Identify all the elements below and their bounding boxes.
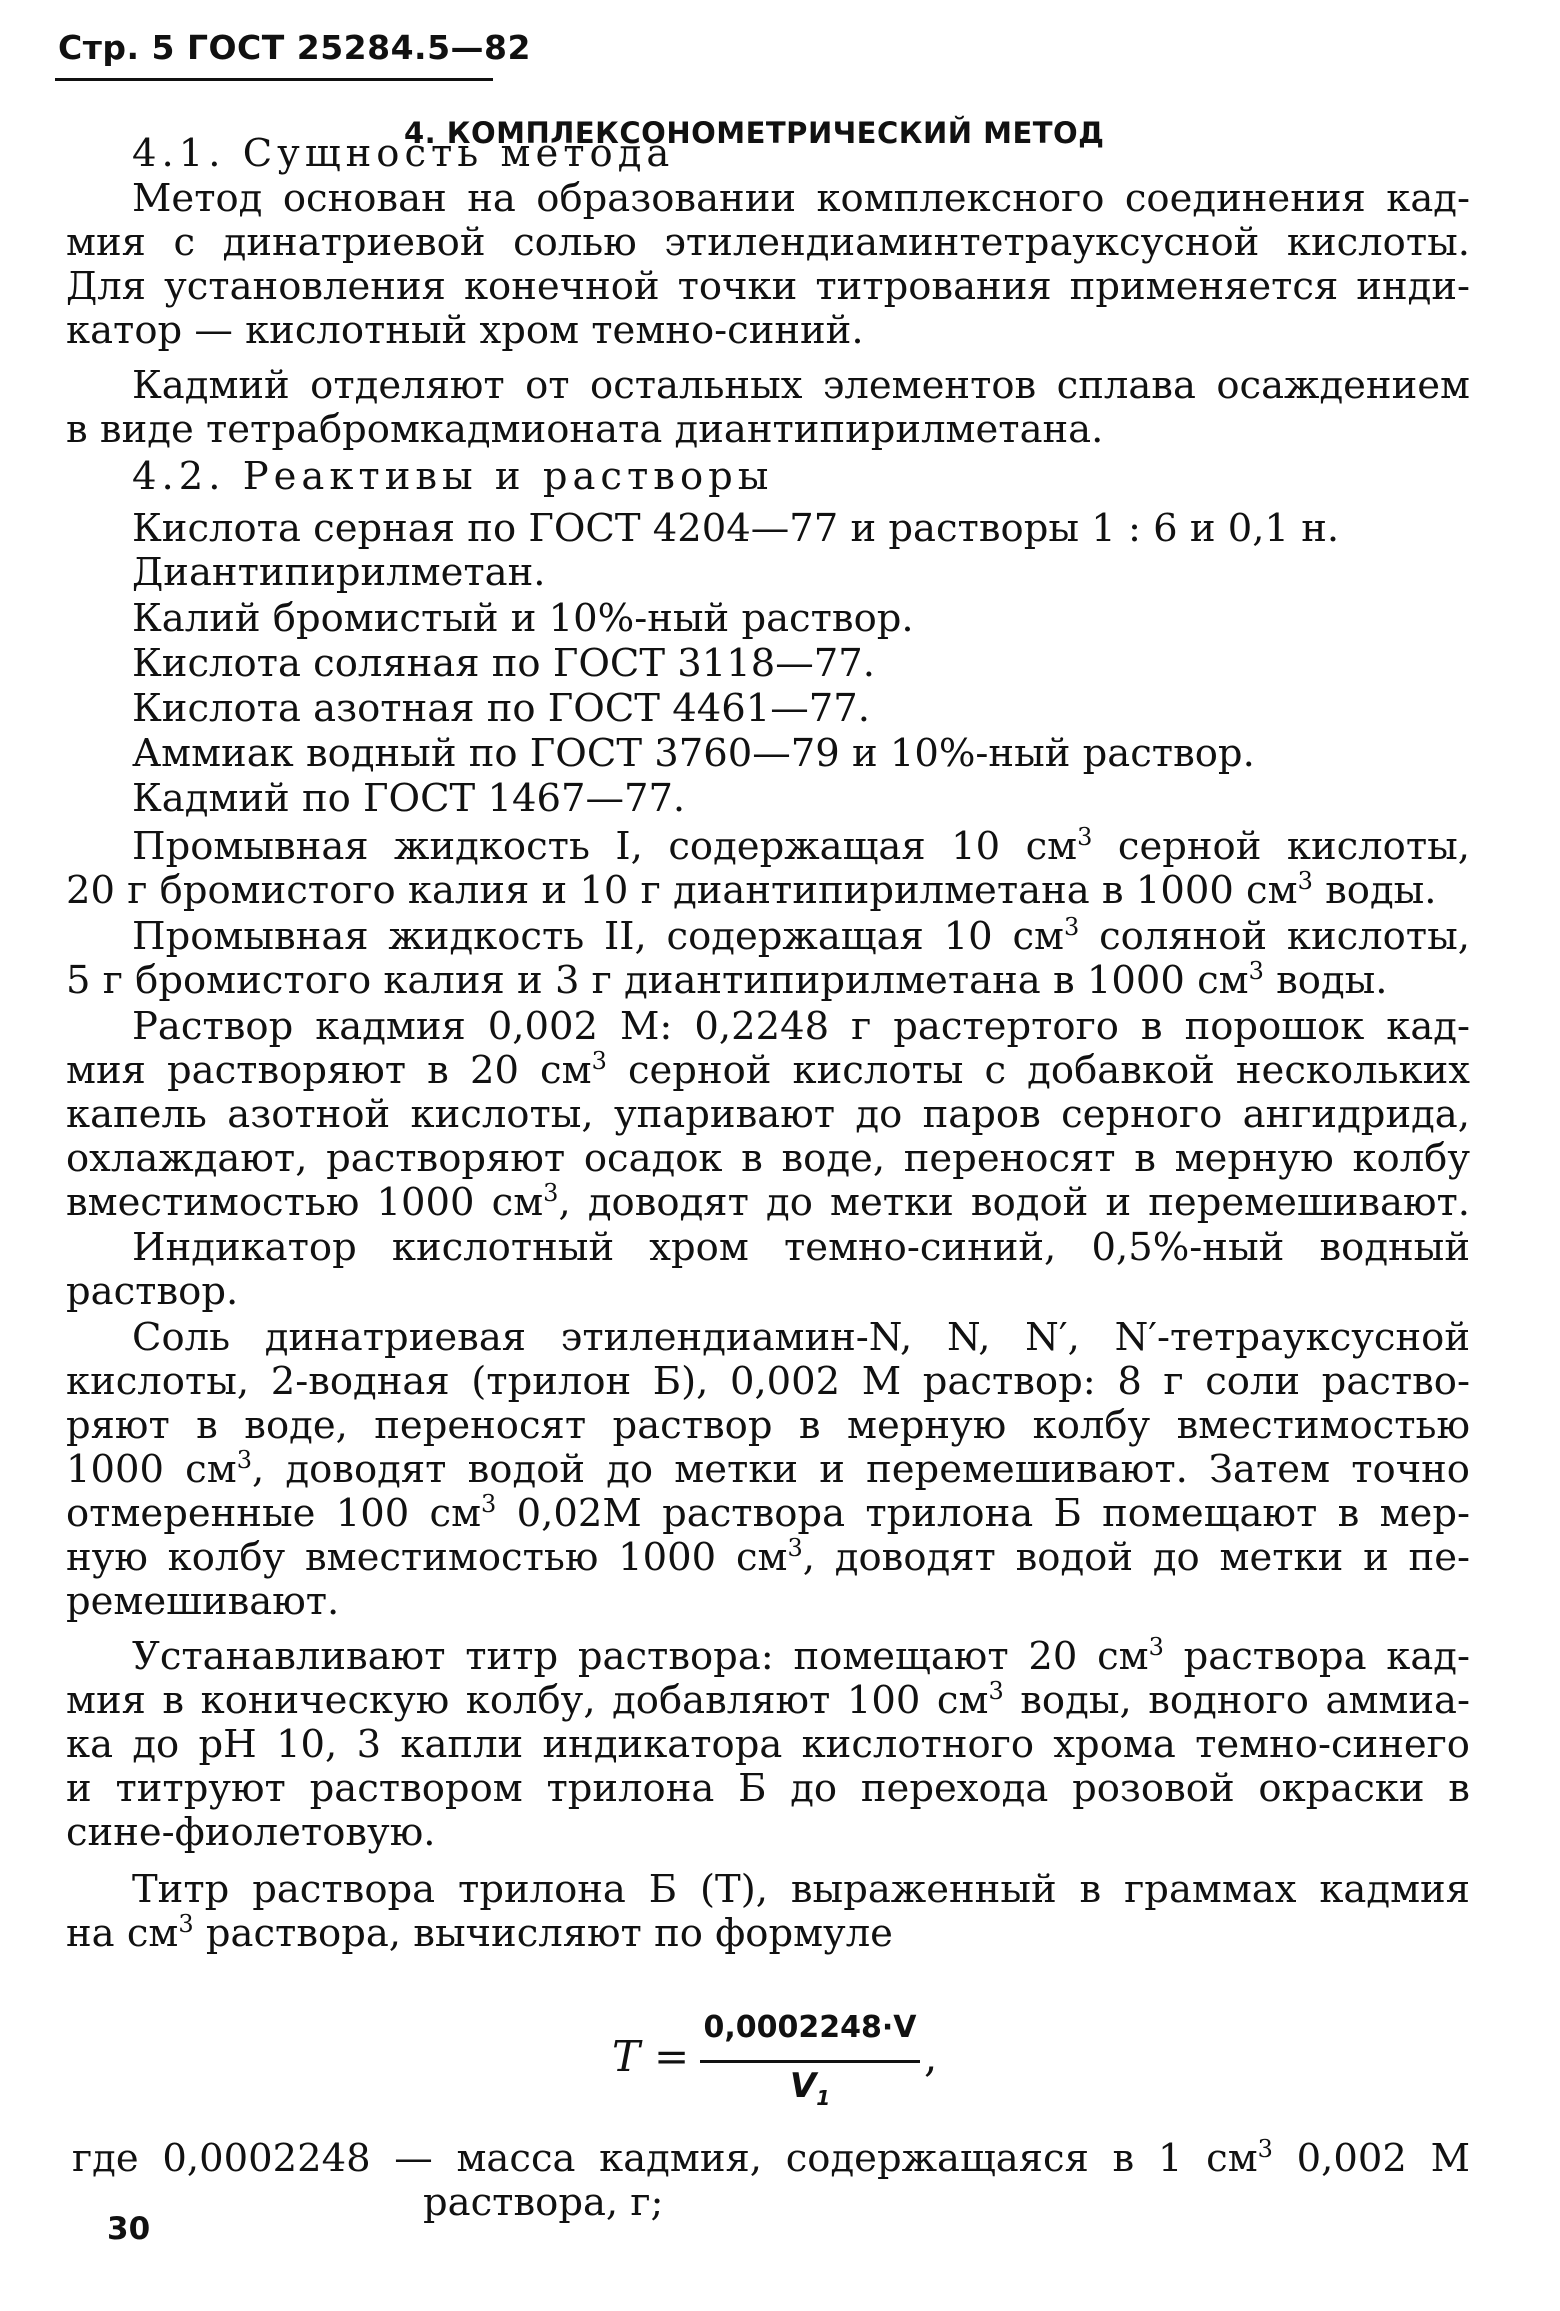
- header-rule: [55, 78, 493, 81]
- text-line: капель азотной кислоты, упаривают до паров серного ангидрида,: [66, 1092, 1470, 1137]
- formula-lhs: T: [612, 2032, 641, 2081]
- text-line: охлаждают, растворяют осадок в воде, переносят в мерную колбу: [66, 1136, 1470, 1181]
- text-line: 5 г бромистого калия и 3 г диантипирилметана в 1000 $см^3$ воды.: [66, 957, 1388, 1003]
- text-line: вместимостью 1000 $см^3$, доводят до метки водой и перемешивают.: [66, 1179, 1471, 1225]
- reagent-line: Кадмий по ГОСТ 1467—77.: [132, 776, 686, 821]
- titer-formula: [612, 2010, 942, 2120]
- text-line: 20 г бромистого калия и 10 г диантипирилметана в 1000 $см^3$ воды.: [66, 867, 1437, 913]
- text-line: и титруют раствором трилона Б до перехода розовой окраски в: [66, 1766, 1470, 1811]
- text-line: Кадмий отделяют от остальных элементов сплава осаждением: [132, 363, 1470, 408]
- text-line: Промывная жидкость II, содержащая 10 $см^3$ соляной кислоты,: [132, 913, 1470, 959]
- formula-comma: ,: [924, 2032, 938, 2081]
- text-line: катор — кислотный хром темно-синий.: [66, 308, 864, 353]
- text-line: Раствор кадмия 0,002 М: 0,2248 г растертого в порошок кад-: [132, 1004, 1470, 1049]
- formula-equals: =: [654, 2032, 690, 2081]
- text-line: раствор.: [66, 1269, 239, 1314]
- text-line: кислоты, 2-водная (трилон Б), 0,002 М раствор: 8 г соли раство-: [66, 1359, 1470, 1404]
- text-line: в виде тетрабромкадмионата диантипирилметана.: [66, 407, 1104, 452]
- reagent-line: Кислота серная по ГОСТ 4204—77 и растворы 1 : 6 и 0,1 н.: [132, 506, 1340, 551]
- text-line: Индикатор кислотный хром темно-синий, 0,5%-ный водный: [132, 1225, 1470, 1270]
- definition-line: раствора, г;: [423, 2180, 664, 2225]
- text-line: Устанавливают титр раствора: помещают 20 $см^3$ раствора кад-: [132, 1633, 1470, 1679]
- text-line: мия с динатриевой солью этилендиаминтетрауксусной кислоты.: [66, 220, 1470, 265]
- text-line: Соль динатриевая этилендиамин-N, N, N′, N′-тетрауксусной: [132, 1315, 1470, 1360]
- text-line: на $см^3$ раствора, вычисляют по формуле: [66, 1910, 893, 1956]
- reagent-line: Кислота соляная по ГОСТ 3118—77.: [132, 641, 875, 686]
- subsection-heading: 4.2. Реактивы и растворы: [132, 454, 774, 499]
- reagent-line: Кислота азотная по ГОСТ 4461—77.: [132, 686, 870, 731]
- text-line: Метод основан на образовании комплексного соединения кад-: [132, 176, 1470, 221]
- page-header: Стр. 5 ГОСТ 25284.5—82: [58, 28, 531, 67]
- text-line: отмеренные 100 $см^3$ 0,02М раствора трилона Б помещают в мер-: [66, 1490, 1470, 1536]
- formula-numerator: 0,0002248·V: [703, 2010, 917, 2045]
- text-line: Для установления конечной точки титрования применяется инди-: [66, 264, 1470, 309]
- text-line: сине-фиолетовую.: [66, 1810, 436, 1855]
- section-title: 4. КОМПЛЕКСОНОМЕТРИЧЕСКИЙ МЕТОД: [404, 116, 1105, 150]
- formula-denominator: $V_1$: [789, 2066, 831, 2110]
- text-line: Промывная жидкость I, содержащая 10 $см^3$ серной кислоты,: [132, 823, 1470, 869]
- text-line: ряют в воде, переносят раствор в мерную колбу вместимостью: [66, 1403, 1470, 1448]
- text-line: ка до рН 10, 3 капли индикатора кислотного хрома темно-синего: [66, 1722, 1470, 1767]
- definition-line: где 0,0002248 — масса кадмия, содержащаяся в 1 $см^3$ 0,002 М: [72, 2135, 1470, 2181]
- text-line: Титр раствора трилона Б (Т), выраженный в граммах кадмия: [132, 1867, 1470, 1912]
- text-line: ремешивают.: [66, 1579, 340, 1624]
- text-line: 1000 $см^3$, доводят водой до метки и перемешивают. Затем точно: [66, 1446, 1470, 1492]
- text-line: мия в коническую колбу, добавляют 100 $см^3$ воды, водного аммиа-: [66, 1677, 1470, 1723]
- fraction-bar: [700, 2060, 920, 2063]
- page-number: 30: [107, 2211, 151, 2247]
- text-line: ную колбу вместимостью 1000 $см^3$, доводят водой до метки и пе-: [66, 1534, 1470, 1580]
- reagent-line: Калий бромистый и 10%-ный раствор.: [132, 596, 914, 641]
- subsection-heading: 4.1. Сущность метода: [132, 131, 675, 176]
- reagent-line: Диантипирилметан.: [132, 550, 546, 595]
- text-line: мия растворяют в 20 $см^3$ серной кислоты с добавкой нескольких: [66, 1047, 1470, 1093]
- reagent-line: Аммиак водный по ГОСТ 3760—79 и 10%-ный раствор.: [132, 731, 1255, 776]
